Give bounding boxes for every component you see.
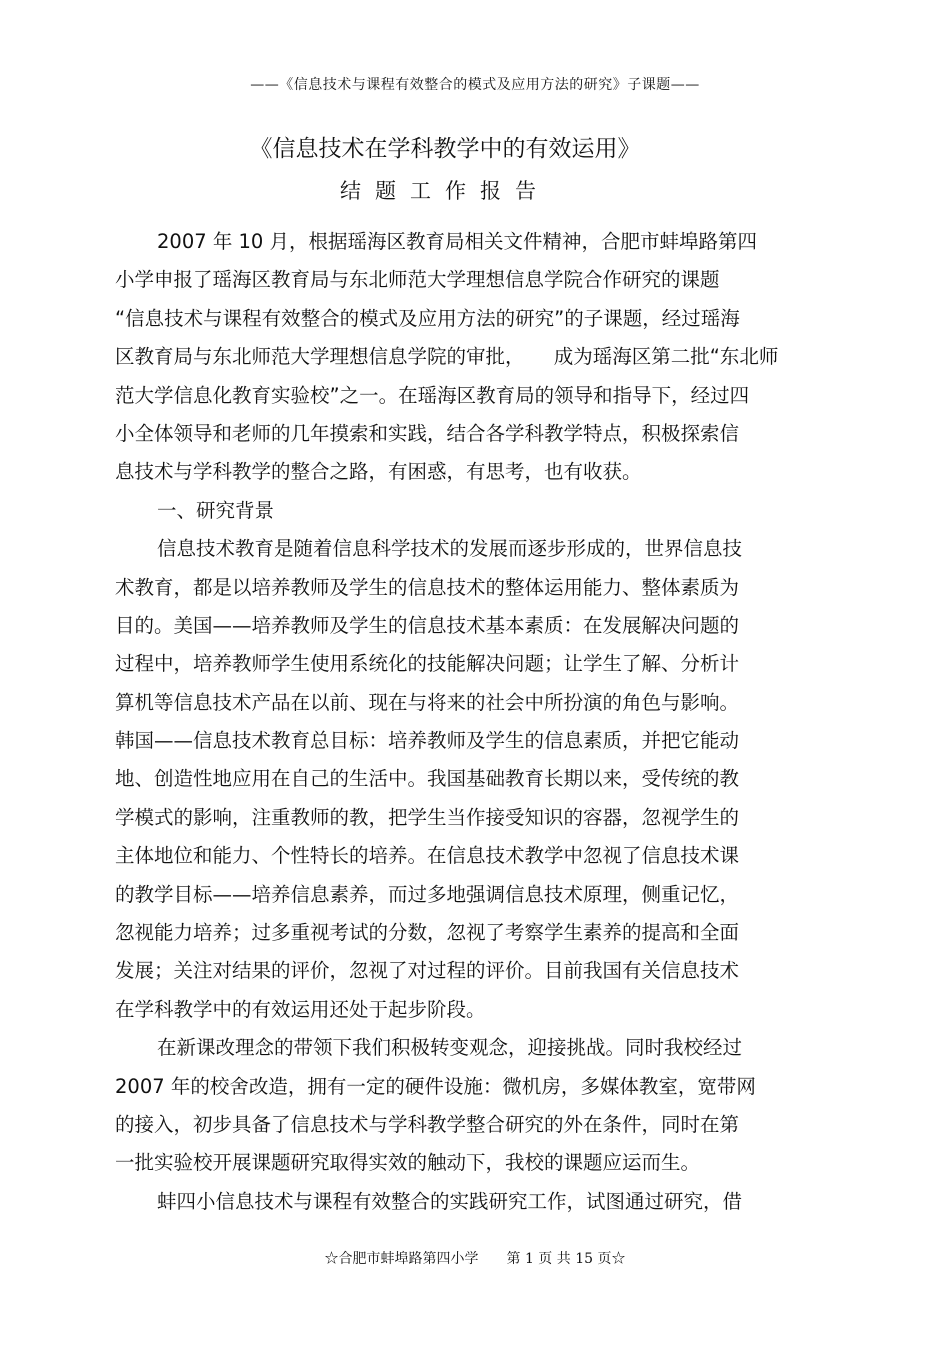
body-line: 主体地位和能力、个性特长的培养。在信息技术教学中忽视了信息技术课 [115, 844, 740, 868]
body-line: 2007 年 10 月，根据瑶海区教育局相关文件精神，合肥市蚌埠路第四 [157, 230, 758, 253]
body-line: 信息技术教育是随着信息科学技术的发展而逐步形成的，世界信息技 [157, 537, 743, 561]
body-line: 息技术与学科教学的整合之路，有困惑，有思考，也有收获。 [115, 460, 642, 484]
body-line: 地、创造性地应用在自己的生活中。我国基础教育长期以来，受传统的教 [115, 767, 740, 791]
body-line: 韩国——信息技术教育总目标：培养教师及学生的信息素质，并把它能动 [115, 729, 740, 753]
body-text [115, 223, 815, 1221]
body-line: 的接入，初步具备了信息技术与学科教学整合研究的外在条件，同时在第 [115, 1112, 740, 1136]
body-line: 在学科教学中的有效运用还处于起步阶段。 [115, 997, 486, 1021]
body-line: 在新课改理念的带领下我们积极转变观念，迎接挑战。同时我校经过 [157, 1036, 743, 1060]
body-line: 的教学目标——培养信息素养，而过多地强调信息技术原理，侧重记忆， [115, 882, 740, 906]
body-line: 忽视能力培养；过多重视考试的分数，忽视了考察学生素养的提高和全面 [115, 921, 740, 945]
body-line: 范大学信息化教育实验校”之一。在瑶海区教育局的领导和指导下，经过四 [115, 383, 750, 407]
body-line: 算机等信息技术产品在以前、现在与将来的社会中所扮演的角色与影响。 [115, 690, 740, 714]
body-line: 2007 年的校舍改造，拥有一定的硬件设施：微机房，多媒体教室，宽带网 [115, 1074, 756, 1098]
body-line: 学模式的影响，注重教师的教，把学生当作接受知识的容器，忽视学生的 [115, 805, 740, 829]
document-title: 《信息技术在学科教学中的有效运用》 [249, 136, 641, 162]
body-line: 一批实验校开展课题研究取得实效的触动下，我校的课题应运而生。 [115, 1151, 701, 1175]
page-footer: ☆合肥市蚌埠路第四小学 第 1 页 共 15 页☆ [324, 1251, 626, 1267]
running-header: ——《信息技术与课程有效整合的模式及应用方法的研究》子课题—— [250, 77, 700, 93]
body-line: 目的。美国——培养教师及学生的信息技术基本素质：在发展解决问题的 [115, 613, 740, 637]
body-line: “信息技术与课程有效整合的模式及应用方法的研究”的子课题，经过瑶海 [115, 306, 740, 330]
body-line: 发展；关注对结果的评价，忽视了对过程的评价。目前我国有关信息技术 [115, 959, 740, 983]
document-subtitle: 结题工作报告 [340, 179, 550, 203]
body-line: 小全体领导和老师的几年摸索和实践，结合各学科教学特点，积极探索信 [115, 421, 740, 445]
body-line: 术教育，都是以培养教师及学生的信息技术的整体运用能力、整体素质为 [115, 575, 740, 599]
body-line: 过程中，培养教师学生使用系统化的技能解决问题；让学生了解、分析计 [115, 652, 740, 676]
body-line: 小学申报了瑶海区教育局与东北师范大学理想信息学院合作研究的课题 [115, 268, 720, 292]
body-line: 蚌四小信息技术与课程有效整合的实践研究工作，试图通过研究，借 [157, 1189, 743, 1213]
body-line: 区教育局与东北师范大学理想信息学院的审批， 成为瑶海区第二批“东北师 [115, 345, 779, 369]
section-heading: 一、研究背景 [157, 498, 275, 522]
